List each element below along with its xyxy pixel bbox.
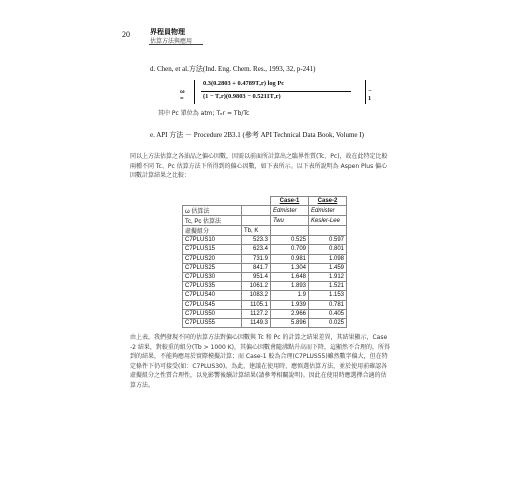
paragraph-intro: 同以上方法估算之各油品之偏心因數，因需以前面所計算出之臨界性質(Tc、Pc)，故在此特定比較兩種不同 Tc、Pc 估算方法下所得到的偏心因數，如下表所示。以下表所說明為 Aspen Plus 偏心因數計算結果之比較： [130,153,388,179]
table-row [183,300,347,309]
table-row [183,263,347,272]
component-name: C7PLUS40 [183,291,242,300]
meta-unit [242,216,271,226]
meta-label: Tc, Pc 估算法 [183,216,242,226]
case2-value: 0.405 [309,309,347,318]
boiling-point: 1149.3 [242,318,271,327]
case1-value: 0.709 [271,245,309,254]
component-name: C7PLUS30 [183,272,242,281]
boiling-point: 1127.2 [242,309,271,318]
case1-value: 1.939 [271,300,309,309]
case1-value: 2.966 [271,309,309,318]
table-row [183,318,347,327]
formula-denominator: (1 − Tₑr)(0.9803 − 0.5211Tₑr) [203,93,281,100]
component-name: C7PLUS15 [183,245,242,254]
table-meta-row [183,206,347,216]
boiling-point: 1105.1 [242,300,271,309]
case2-value: 0.781 [309,300,347,309]
component-name: C7PLUS45 [183,300,242,309]
meta-label: ω 估算法 [183,206,242,216]
table-case-header-row [183,197,347,206]
component-name: C7PLUS50 [183,309,242,318]
formula-tail: − 1 [368,88,372,102]
case2-header: Case-2 [309,197,347,206]
boiling-point: 731.9 [242,254,271,263]
formula-lhs: ω = [180,88,185,102]
case1-value: 1.893 [271,282,309,291]
running-header-subtitle: 估算方法與應用 [150,38,193,45]
case1-header: Case-1 [271,197,309,206]
formula-numerator: 0.3(0.2803 + 0.4789Tₑr) log Pc [203,80,285,87]
table-row [183,282,347,291]
meta-case2: Edmister [309,206,347,216]
table-row [183,272,347,281]
page-number: 20 [122,30,130,39]
formula-bracket [194,80,366,104]
component-name: C7PLUS25 [183,263,242,272]
boiling-point: 523.3 [242,236,271,245]
table-meta-row [183,216,347,226]
acentric-factor-table [182,196,347,328]
table-meta-row [183,226,347,236]
meta-case1 [271,226,309,236]
case1-value: 0.525 [271,236,309,245]
api-method-line: e. API 方法 － Procedure 2B3.1 (參考 API Technical Data Book, Volume I) [150,131,364,139]
case2-value: 1.098 [309,254,347,263]
reference-line: d. Chen, et al.方法(Ind. Eng. Chem. Res., 1993, 32, p-241) [150,65,316,73]
boiling-point: 951.4 [242,272,271,281]
table-row [183,254,347,263]
component-name: C7PLUS20 [183,254,242,263]
case1-value: 1.648 [271,272,309,281]
header-divider [149,44,203,45]
case2-value: 1.153 [309,291,347,300]
running-header-title: 界程員物理 [150,28,185,36]
table-row [183,236,347,245]
case1-value: 1.304 [271,263,309,272]
boiling-point: 841.7 [242,263,271,272]
meta-case1: Edmister [271,206,309,216]
meta-case2: Kesler-Lee [309,216,347,226]
meta-case2 [309,226,347,236]
component-name: C7PLUS55 [183,318,242,327]
case2-value: 1.912 [309,272,347,281]
case2-value: 0.801 [309,245,347,254]
component-name: C7PLUS10 [183,236,242,245]
case2-value: 1.459 [309,263,347,272]
case2-value: 0.597 [309,236,347,245]
case1-value: 1.9 [271,291,309,300]
table-row [183,245,347,254]
table-row [183,291,347,300]
fraction-bar [201,91,351,92]
paragraph-discussion: 由上表，我們發現不同的估算方法對偏心因數與 Tc 和 Pc 的計算之結果差異，其結果顯示，Case -2 結果，對較重的組分(Tb > 1000 K)，其偏心因數會隨沸點升高而下降，這顯然不合理的，所得到的結果，不能夠應用於實際模擬計算；而 Case-1 較為合理(C7PLUS55)雖然數字偏大，但在特定條件下仍可接受(如：C7PLUS30)。為此，建議在使用時，應慎選估算方法，並於使用前確認各虛擬組分之性質合理性，以免影響後續計算結果(請參考相關說明)。因此在使用時應選擇合適的估算方法。 [130,334,390,389]
boiling-point: 623.4 [242,245,271,254]
case1-value: 0.981 [271,254,309,263]
where-line: 其中 Pc 單位為 atm; Tₑr = Tb/Tc [158,110,250,117]
case1-value: 5.896 [271,318,309,327]
boiling-point: 1061.2 [242,282,271,291]
meta-unit [242,206,271,216]
case2-value: 0.025 [309,318,347,327]
component-name: C7PLUS35 [183,282,242,291]
meta-label: 虛擬組分 [183,226,242,236]
meta-case1: Twu [271,216,309,226]
boiling-point: 1083.2 [242,291,271,300]
meta-unit: Tb, K [242,226,271,236]
table-row [183,309,347,318]
case2-value: 1.521 [309,282,347,291]
